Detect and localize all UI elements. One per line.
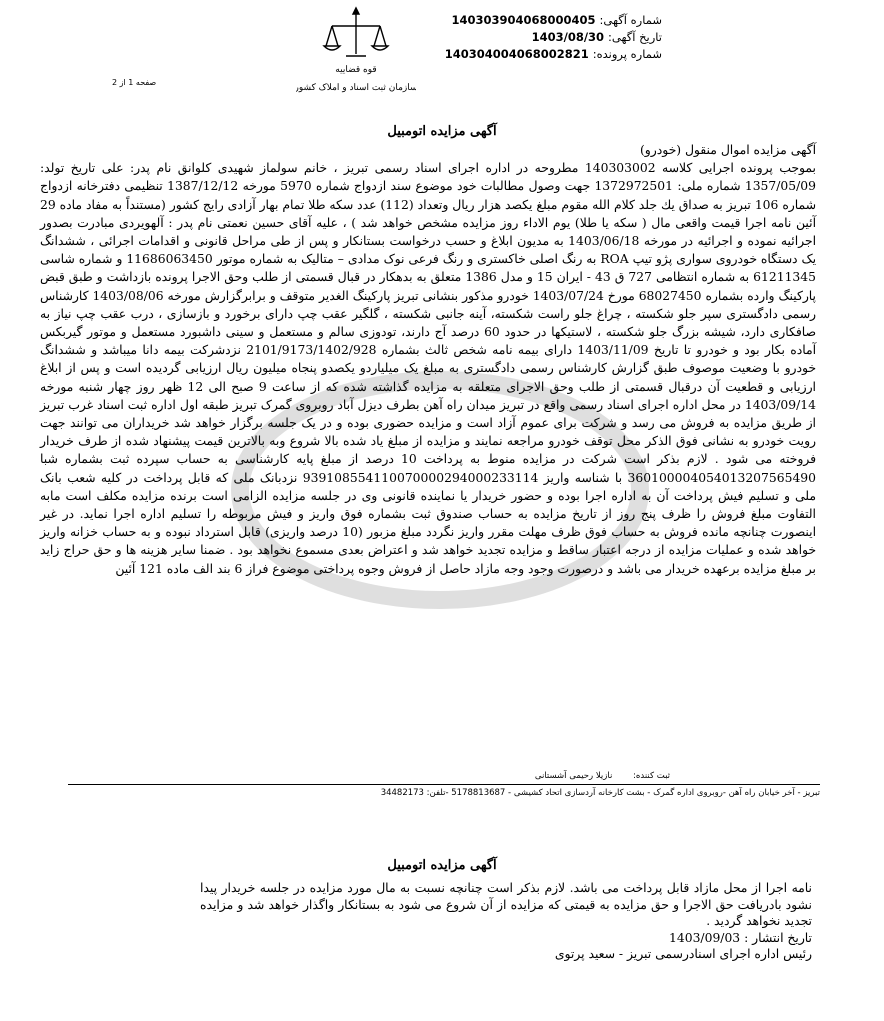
case-number-label: شماره پرونده:	[592, 47, 662, 61]
ad-date-label: تاریخ آگهی:	[608, 30, 662, 44]
judiciary-emblem-icon	[296, 4, 416, 102]
registrar-name: نازیلا رحیمی آشستانی	[534, 771, 613, 781]
registrar-row	[68, 770, 820, 783]
signature: رئیس اداره اجرای اسنادرسمی تبریز - سعید پرتوی	[554, 947, 812, 962]
page-indicator: صفحه 1 از 2	[112, 78, 157, 87]
notice-body-page2	[200, 880, 812, 963]
ad-meta	[445, 12, 662, 63]
notice-title-page2: آگهی مزایده اتومبیل	[387, 858, 497, 873]
notice-body	[40, 141, 816, 578]
ad-date-row	[445, 29, 662, 46]
case-number-value: 140304004068002821	[444, 47, 589, 61]
ad-number-label: شماره آگهی:	[599, 13, 662, 27]
ad-number-row	[445, 12, 662, 29]
case-number-row	[445, 46, 662, 63]
notice-text: بموجب پرونده اجرایی کلاسه 140303002 مطروحه در اداره اجرای اسناد رسمی تبریز ، خانم سولماز شهیدی کلوانق نام پدر: علی تاریخ تولد: 1357/05/09 شماره ملی: 1372972501 جهت وصول مطالبات خود موضوع سند ازدواج شماره 5970 مورخه 1387/12/12 تنظیمی دفترخانه ازدواج شماره 106 تبریز به صداق یك جلد کلام الله مقوم مبلغ یکصد هزار ریال وتعداد (112) عدد سکه طلا تمام بهار آزادی رایج کشور (مستنداً به مفاد ماده 29 آئین نامه اجرا قیمت واقعی مال ( سکه یا طلا) یوم الاداء روز مزایده مشخص خواهد شد ) ، علیه آقای حسین نعمتی نام پدر : آلهویردی مبادرت بصدور اجرائیه نموده و اجرائیه در مورخه 1403/06/18 به مدیون ابلاغ و حسب درخواست بستانکار و پس از طی مراحل قانونی و اقدامات اجرائی ، ششدانگ یک دستگاه خودروی سواری پژو تیپ ROA به رنگ اصلی خاکستری و رنگ فرعی نوک مدادی – متالیک به شماره موتور 11686063450 و شماره شاسی 61211345 به شماره انتظامی 727 ق 43 - ایران 15 و مدل 1386 متعلق به بدهکار در قبال قسمتی از طلب وحق الاجرا پرونده بازداشت و طبق قبض پارکینگ وارده بشماره 68027450 مورخ 1403/07/24 خودرو مذکور بنشانی تبریز پارکینگ الغدیر متوقف و برابرگزارش مورخه 1403/08/06 کارشناس رسمی دادگستری سپر جلو شکسته ، چراغ جلو راست شکسته، آینه جانبی شکسته ، گلگیر عقب چپ دارای برخورد و بازسازی ، درب عقب چپ نیاز به صافکاری دارد، شیشه بزرگ جلو شکسته ، لاستیکها در حدود 60 درصد آج دارند، تودوزی سالم و مستعمل و سینی داشبورد مستعمل و موتور گیربکس آماده بکار بود و خودرو تا تاریخ 1403/11/09 دارای بیمه نامه شخص ثالث بشماره 2101/9173/1402/928 نزدشرکت بیمه دانا میباشد و ششدانگ خودرو با وضعیت موصوف طبق گزارش کارشناس رسمی دادگستری به مبلغ یک میلیاردو یکصدو پنجاه میلیون ریال ارزیابی گردیده است و پس از ابلاغ ارزیابی و قطعیت آن درقبال قسمتی از طلب وحق الاجرای متعلقه به مزایده گذاشته شده که از ساعت 9 صبح الی 12 ظهر روز چهار شنبه مورخه 1403/09/14 در محل اداره اجرای اسناد رسمی واقع در تبریز میدان راه آهن بطرف دیزل آباد روبروی گمرک تبریز طبقه اول اداره ثبت اسناد غرب تبریز از طریق مزایده به فروش می رسد و شرکت برای عموم آزاد است و مزایده حضوری بوده و در یک جلسه برگزار خواهد شد خریداران می توانند جهت رویت خودرو به نشانی فوق الذکر محل توقف خودرو مراجعه نمایند و مزایده از مبلغ یاد شده بالا شروع وبه بالاترین قیمت پیشنهاد شده از طرف خریدار فروخته می شود . لازم بذکر است شرکت در مزایده منوط به پرداخت 10 درصد از مبلغ پایه کارشناسی به حساب سپرده ثبت بشماره شبا 360100004054013207565490 با شناسه واریز 939108554110070000294000233114 نزدبانک ملی که قابل پرداخت در کلیه شعب بانک ملی و تسلیم فیش پرداخت آن به اداره اجرا بوده و حضور خریدار یا نماینده قانونی وی در جلسه مزایده الزامی است برنده مزایده مکلف است مابه التفاوت مبلغ فروش را ظرف پنج روز از تاریخ مزایده به حساب صندوق ثبت بشماره فوق واریز و فیش مربوطه را تسلیم اداره اجرا نماید. در غیر اینصورت چنانچه مانده فروش به حساب فوق ظرف مهلت مقرر واریز نگردد مبلغ مزبور (10 درصد واریزی) قابل استرداد نبوده و به حساب خزانه واریز خواهد شده و عملیات مزایده از درجه اعتبار ساقط و مزایده تجدید خواهد شد و اعتراض بعدی مسموع نخواهد بود . ضمنا سایر هزینه ها و حق حراج زاید بر مبلغ مزایده برعهده خریدار می باشد و درصورت وجود وجه مازاد حاصل از فروش وجوه پرداختی موضوع فراز 6 بند الف ماده 121 آئین	[40, 161, 817, 576]
notice-subtitle: آگهی مزایده اموال منقول (خودرو)	[639, 143, 816, 157]
ad-number-value: 140303904068000405	[451, 13, 596, 27]
registrar-address: تبریز - آخر خیابان راه آهن -روبروی اداره گمرک - بشت کارخانه آردسازی اتحاد کشیشی - 5178813687 -تلفن: 34482173	[68, 784, 820, 800]
notice-text-page2: نامه اجرا از محل مازاد قابل پرداخت می باشد. لازم بذکر است چنانچه نسبت به مال مورد مزایده در جلسه خریدار پیدا نشود بادریافت حق الاجرا و حق مزایده به قیمتی که مزایده از آن شروع می شود به بستانکار واگذار خواهد شد و مزایده تجدید نخواهد گردید .	[200, 881, 812, 929]
ad-date-value: 1403/08/30	[531, 30, 605, 44]
registrar-label: ثبت کننده:	[633, 771, 670, 781]
publish-date: تاریخ انتشار : 1403/09/03	[669, 930, 812, 945]
emblem-caption-2: سازمان ثبت اسناد و املاک کشور	[296, 83, 416, 93]
registrar-footer	[68, 770, 820, 800]
emblem-caption-1: قوه قضاییه	[335, 65, 377, 75]
notice-title: آگهی مزایده اتومبیل	[387, 124, 497, 139]
